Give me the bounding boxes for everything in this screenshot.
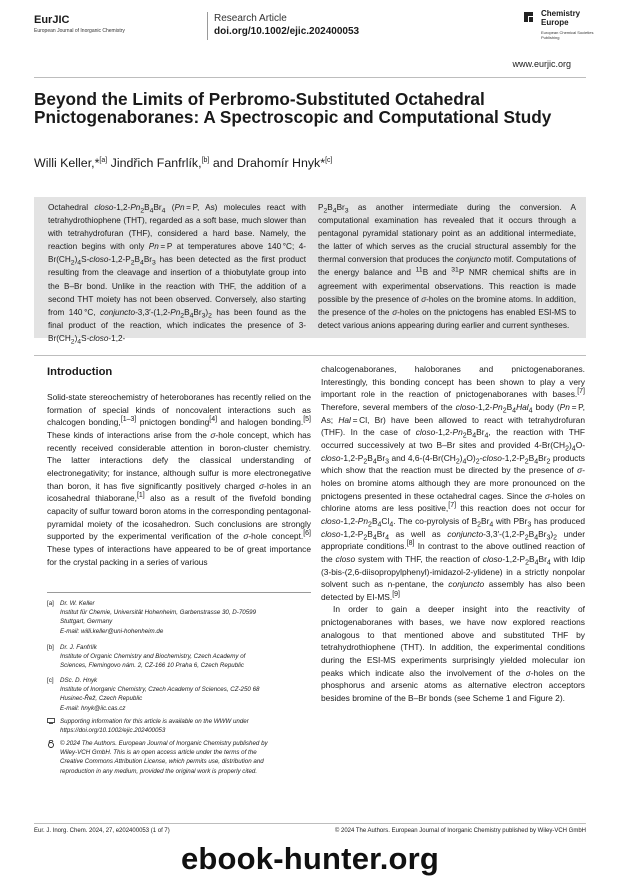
section-rule <box>34 355 586 356</box>
footer-citation: Eur. J. Inorg. Chem. 2024, 27, e202400053 (1 of 7) <box>34 828 170 834</box>
author-fanfrlik: Jindřich Fanfrlík, <box>110 156 202 170</box>
author-keller: Willi Keller,* <box>34 156 100 170</box>
abstract-column-left: Octahedral closo-$1,2-Pn_2B_4Br_4$ (Pn = P, As) molecules react with tetrahydrothiophene (THT), regarded as a soft base, much slower than with tetrahydrofuran (THF), considered a hard base. Namely, the reaction begins with only Pn = P at temperatures above 140 °C; $4-Br(CH_2)_4S-closo-1,2-P_2B_4Br_3$ has been detected as the first product resulting from the cleavage and insertion of a thiobutylate group into the B–Br bond. Unlike in the reaction with THF, the addition of a second THT moiety has not been observed. Conversely, also starting from 140 °C, conjuncto-$3,3'-(1,2-Pn_2B_4Br_3)_2$ has been found as the final product of the reaction, which indicates the presence of $3-Br(CH_2)_4S-closo-1,2-$ <box>48 203 307 346</box>
journal-abbrev: EurJIC <box>34 14 70 26</box>
section-heading-introduction: Introduction <box>47 366 113 378</box>
affiliation-ref-b[interactable]: [b] <box>201 156 210 164</box>
article-doi-link[interactable]: doi.org/10.1002/ejic.202400053 <box>214 26 360 37</box>
header-divider <box>207 12 208 40</box>
chemistry-europe-logo-icon <box>523 11 534 23</box>
paragraph-aims: In order to gain a deeper insight into the reactivity of pnictogenaboranes with bases, we have now explored reactions analogous to that mentioned above and substituted THF by tetrahydrothiophene (THT). In addition, the experimental conditions during the ESI-MS experiments surprisingly yielded molecular ion peaks which indicate also the involvement of the σ-holes on the phosphorus and arsenic atoms as alternative electron acceptors besides bromine of the B–Br bonds (see Scheme 1 and Figure 2). <box>321 604 585 704</box>
body-column-right <box>321 363 585 705</box>
supporting-info-link[interactable]: https://doi.org/10.1002/ejic.202400053 <box>60 727 166 735</box>
journal-url-link[interactable]: www.eurjic.org <box>512 59 571 69</box>
email-keller-link[interactable]: E-mail: willi.keller@uni-hohenheim.de <box>60 627 164 635</box>
watermark-text: ebook-hunter.org <box>180 841 440 876</box>
footnote-rule <box>47 592 311 593</box>
author-list <box>34 155 594 171</box>
header-rule <box>34 77 586 78</box>
article-type: Research Article <box>214 13 287 24</box>
publisher-name: Chemistry Europe <box>541 9 581 27</box>
article-info <box>214 12 359 38</box>
abstract-column-right: $P_2B_4Br_3$ as another intermediate during the conversion. A computational examination has revealed that it occurs through a pentagonal pyramidal stationary point as an additional intermediate, the latter of which serves as the crucial structural assembly for the thermal conversion that produces the conjuncto motif. Computations of the energy balance and $^{11}$B and $^{31}$P NMR chemical shifts are in agreement with experimental observations. This reaction is made possible by the presence of σ-holes on the bromine atoms. In addition, the presence of the σ-holes on the pnictogens has enabled ESI-MS to detect various anions appearing during earlier and current syntheses. <box>318 203 577 330</box>
body-column-left: Solid-state stereochemistry of heteroboranes has recently relied on the formation of special kinds of noncovalent interactions such as chalcogen bonding,[1–3] pnictogen bonding[4] and halogen bonding.[5] These kinds of interactions arise from the σ-hole concept, which has recently received considerable attention in boron-cluster chemistry. The latter interactions defy the classical understanding of electronegativity; for instance, although sulfur is more electronegative than boron, it has five significantly positively charged σ-holes in an icosahedral thiaborane,[1] also as a result of the fivefold bonding capacity of sulfur toward boron atoms in the corresponding pentagonal-pyramidal moiety of the icosahedron. Such conclusions are strongly supported by the experimental verification of the σ-hole concept.[6] These types of interactions have appeared to be of great importance for the crystal packing in a series of various <box>47 392 311 567</box>
affiliation-ref-a[interactable]: [a] <box>99 156 108 164</box>
affiliation-ref-c[interactable]: [c] <box>325 156 333 164</box>
publisher-subtitle: European Chemical Societies Publishing <box>541 30 594 40</box>
open-access-icon <box>47 740 55 748</box>
journal-brand <box>34 14 125 35</box>
footer-copyright: © 2024 The Authors. European Journal of Inorganic Chemistry published by Wiley-VCH GmbH <box>334 828 586 834</box>
email-hnyk-link[interactable]: E-mail: hnyk@iic.cas.cz <box>60 704 126 712</box>
journal-full-name: European Journal of Inorganic Chemistry <box>34 28 125 34</box>
abstract-box <box>34 197 586 346</box>
footer-rule <box>34 823 586 824</box>
paragraph-continued: chalcogenaboranes, haloboranes and pnictogenaboranes. Interestingly, this bonding concept has been shown to play a very important role in the reaction of pnictogenaboranes with bases.[7] Therefore, several members of the closo-$1,2-Pn_2B_4Hal_4$ body (Pn = P, As; Hal = Cl, Br) have been allowed to react with tetrahydrofuran (THF). In the case of closo-$1,2-Pn_2B_4Br_4$, the reaction with THF occurred successively at two B–Br sites and provided $4-Br(CH_2)_4O-closo-1,2-P_2B_4Br_3$ and $4,6-(4-Br(CH_2)_4O)_2-closo-1,2-P_2B_4Br_2$ products which show that the reaction must be directed by the presence of σ-holes on bromine atoms although they are more pronounced on the pnictogens presented in these octahedral cages. Since the σ-holes on chlorine atoms are less positive,[7] this reaction does not occur for closo-$1,2-Pn_2B_4Cl_4$. The co-pyrolysis of $B_2Br_4$ with PBr$_3$ has produced closo-$1,2-P_2B_4Br_4$ as well as conjuncto-$3,3'-(1,2-P_2B_4Br_3)_2$ under appropriate conditions.[8] In contrast to the above outlined reaction of the closo system with THF, the reaction of closo-$1,2-P_2B_4Br_4$ with Idip (3-bis-(2,6-diisopropylphenyl)-imidazol-2-ylidene) in a strictly nonpolar solvent such as n-pentane, the conjuncto assembly has also been detected by EI-MS.[9] <box>321 364 586 602</box>
author-hnyk: and Drahomír Hnyk* <box>212 156 326 170</box>
paper-title: Beyond the Limits of Perbromo-Substituted Octahedral Pnictogenaboranes: A Spectroscopic and Computational Study <box>34 89 552 127</box>
monitor-icon <box>47 718 55 724</box>
